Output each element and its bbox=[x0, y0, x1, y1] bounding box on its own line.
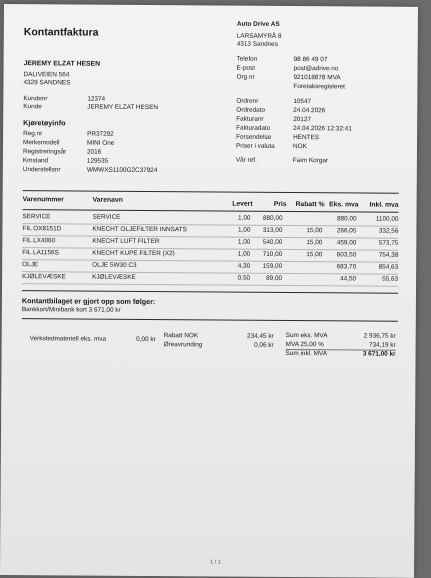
cell-excl-vat: 683,70 bbox=[324, 263, 356, 270]
vehicle-heading: Kjøretøyinfo bbox=[23, 118, 65, 127]
cell-discount: 15,00 bbox=[290, 227, 322, 234]
customer-full-name: JEREMY ELZAT HESEN bbox=[87, 104, 158, 111]
table-row bbox=[4, 4, 418, 7]
invoice-date: 24.04.2026 12:32:41 bbox=[293, 125, 352, 132]
table-row bbox=[4, 4, 418, 7]
company-name: Auto Drive AS bbox=[237, 21, 280, 28]
company-orgnr: 921018878 MVA bbox=[293, 74, 340, 81]
col-header-price: Pris bbox=[259, 201, 287, 208]
cell-price: 710,00 bbox=[254, 251, 282, 258]
sum-excl-value: 2 936,75 kr bbox=[348, 332, 396, 339]
cell-price: 159,00 bbox=[254, 263, 282, 270]
vehicle-year: 2016 bbox=[87, 149, 101, 156]
vehicle-mileage: 129535 bbox=[87, 158, 108, 165]
invoice-number: 20127 bbox=[293, 116, 311, 123]
col-header-delivered: Levert bbox=[225, 201, 253, 208]
cell-incl-vat: 854,63 bbox=[362, 264, 398, 271]
company-label: Org nr bbox=[236, 74, 254, 81]
workshop-material-label: Verkstedmateriell eks. mva bbox=[30, 335, 106, 343]
cell-delivered: 1,00 bbox=[224, 239, 250, 246]
order-date: 24.04.2026 bbox=[293, 107, 325, 114]
cell-excl-vat: 44,50 bbox=[324, 275, 356, 282]
vat-value: 734,19 kr bbox=[348, 341, 396, 348]
table-row bbox=[4, 4, 418, 7]
table-body bbox=[4, 4, 418, 7]
col-header-itemno: Varenummer bbox=[23, 196, 64, 203]
page-number: 1 / 1 bbox=[210, 559, 221, 565]
vat-label: MVA 25,00 % bbox=[286, 341, 324, 348]
customer-street: DALIVEIEN 564 bbox=[23, 71, 69, 78]
vehicle-label: Reg.nr bbox=[23, 130, 42, 137]
cell-price: 540,00 bbox=[254, 239, 282, 246]
col-header-name: Varenavn bbox=[93, 197, 123, 204]
cell-discount: 15,00 bbox=[290, 239, 322, 246]
company-street: LARSAMYRÅ 8 bbox=[237, 33, 282, 40]
cell-incl-vat: 754,38 bbox=[362, 252, 398, 259]
sum-incl-label: Sum inkl. MVA bbox=[286, 350, 327, 357]
cell-incl-vat: 55,63 bbox=[362, 276, 398, 283]
cell-excl-vat: 880,00 bbox=[324, 215, 356, 222]
order-label: Fakturanr bbox=[236, 116, 263, 123]
table-row bbox=[4, 4, 418, 7]
col-header-discount: Rabatt % bbox=[291, 201, 325, 208]
cell-price: 880,00 bbox=[254, 215, 282, 222]
discount-value: 234,45 kr bbox=[238, 333, 274, 340]
cell-delivered: 4,30 bbox=[224, 263, 250, 270]
cell-excl-vat: 266,05 bbox=[324, 227, 356, 234]
col-header-excl-vat: Eks. mva bbox=[329, 201, 359, 208]
payment-heading: Kontantbilaget er gjort opp som følger: bbox=[22, 296, 155, 306]
payment-top-rule bbox=[22, 290, 398, 294]
company-label: Telefon bbox=[237, 56, 258, 63]
table-row bbox=[4, 4, 418, 7]
customer-number: 12374 bbox=[87, 96, 105, 103]
cell-delivered: 1,00 bbox=[224, 251, 250, 258]
cell-incl-vat: 332,56 bbox=[362, 228, 398, 235]
cell-itemno: FIL OX8151D bbox=[22, 225, 88, 232]
cell-incl-vat: 1100,00 bbox=[362, 216, 398, 223]
cell-name: SERVICE bbox=[92, 214, 222, 222]
row-divider bbox=[22, 283, 398, 287]
vehicle-model: MINI One bbox=[87, 140, 114, 147]
customer-label: Kundenr bbox=[23, 95, 47, 102]
currency: NOK bbox=[293, 143, 307, 150]
vehicle-label: Kmstand bbox=[23, 157, 48, 164]
cell-itemno: FIL LX4060 bbox=[22, 237, 88, 244]
vehicle-label: Understellsnr bbox=[23, 166, 61, 173]
our-reference: Faim Korgar bbox=[293, 157, 328, 164]
cell-name: KNECHT LUFT FILTER bbox=[92, 238, 222, 246]
vehicle-label: Registreringsår bbox=[23, 148, 66, 155]
vehicle-vin: WMWXS1100G2C37924 bbox=[87, 167, 158, 174]
cell-excl-vat: 603,50 bbox=[324, 251, 356, 258]
cell-price: 89,00 bbox=[254, 275, 282, 282]
rounding-value: 0,06 kr bbox=[238, 342, 274, 349]
table-top-rule bbox=[23, 190, 399, 194]
order-label: Priser i valuta bbox=[236, 143, 275, 150]
table-header-rule bbox=[23, 209, 399, 213]
invoice-title: Kontantfaktura bbox=[24, 26, 99, 39]
table-row bbox=[4, 4, 418, 7]
rounding-label: Øreavrunding bbox=[164, 341, 203, 348]
company-email: post@adrive.no bbox=[294, 65, 339, 72]
cell-discount: 15,00 bbox=[290, 251, 322, 258]
cell-delivered: 1,00 bbox=[224, 215, 250, 222]
order-label: Vår ref. bbox=[236, 157, 257, 164]
company-postal: 4313 Sandnes bbox=[237, 41, 278, 48]
cell-delivered: 1,00 bbox=[224, 227, 250, 234]
customer-label: Kunde bbox=[23, 103, 42, 110]
order-number: 10547 bbox=[293, 98, 311, 105]
customer-name: JEREMY ELZAT HESEN bbox=[24, 60, 100, 68]
customer-postal: 4329 SANDNES bbox=[23, 79, 70, 86]
cell-price: 313,00 bbox=[254, 227, 282, 234]
order-label: Ordrenr bbox=[236, 98, 258, 105]
sum-incl-value: 3 671,00 kr bbox=[348, 350, 396, 357]
vehicle-label: Merkemodell bbox=[23, 139, 60, 146]
sum-excl-label: Sum eks. MVA bbox=[286, 332, 328, 339]
company-phone: 98 86 49 07 bbox=[294, 56, 328, 63]
cell-name: KNECHT OLJEFILTER INNSATS bbox=[92, 226, 222, 234]
payment-method: Bankkort/Minibank kort 3 671,00 kr bbox=[22, 306, 121, 314]
cell-name: OLJE 5W30 C3 bbox=[92, 262, 222, 270]
cell-itemno: FIL LA1156S bbox=[22, 249, 88, 256]
cell-name: KNECHT KUPE FILTER (X2) bbox=[92, 250, 222, 258]
order-label: Forsendelse bbox=[236, 134, 271, 141]
company-register: Foretaksregisteret bbox=[293, 83, 345, 90]
cell-itemno: OLJE bbox=[22, 261, 88, 268]
cell-itemno: SERVICE bbox=[22, 213, 88, 220]
vehicle-regnr: PR37292 bbox=[87, 131, 114, 138]
invoice-paper bbox=[0, 4, 418, 578]
payment-bottom-rule bbox=[22, 318, 398, 322]
cell-itemno: KJØLEVÆSKE bbox=[22, 273, 88, 280]
order-label: Fakturadato bbox=[236, 125, 270, 132]
workshop-material-value: 0,00 kr bbox=[122, 336, 156, 343]
col-header-incl-vat: Inkl. mva bbox=[363, 202, 399, 209]
order-label: Ordredato bbox=[236, 107, 265, 114]
cell-delivered: 0,50 bbox=[224, 275, 250, 282]
cell-excl-vat: 459,00 bbox=[324, 239, 356, 246]
company-label: E-post bbox=[237, 65, 256, 72]
cell-name: KJØLEVÆSKE bbox=[92, 274, 222, 282]
discount-label: Rabatt NOK bbox=[164, 332, 199, 339]
cell-incl-vat: 573,75 bbox=[362, 240, 398, 247]
shipping-method: HENTES bbox=[293, 134, 319, 141]
